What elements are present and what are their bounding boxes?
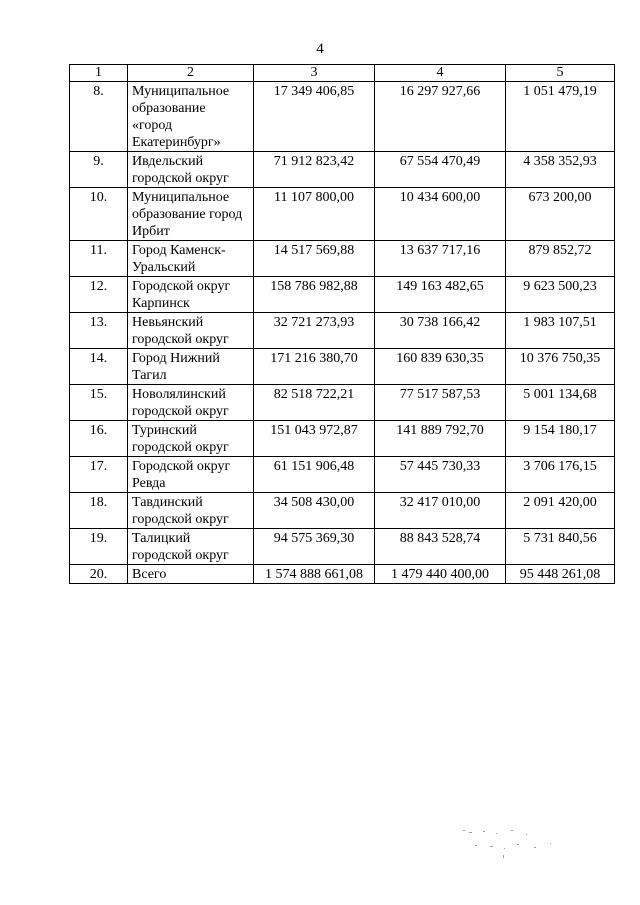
table-row (70, 277, 615, 313)
municipality-name-cell: Невьянский городской округ (128, 313, 254, 349)
column-3-value-cell: 11 107 800,00 (254, 188, 375, 241)
municipality-name-cell: Город Каменск-Уральский (128, 241, 254, 277)
municipality-name-cell: Город Нижний Тагил (128, 349, 254, 385)
column-5-value-cell: 2 091 420,00 (506, 493, 615, 529)
row-number-cell: 14. (70, 349, 128, 385)
row-number-cell: 8. (70, 82, 128, 152)
table-row (70, 188, 615, 241)
table-row (70, 313, 615, 349)
table-row (70, 152, 615, 188)
table-row (70, 529, 615, 565)
municipality-name-cell: Городской округ Ревда (128, 457, 254, 493)
row-number-cell: 20. (70, 565, 128, 584)
column-number-row (70, 65, 615, 82)
column-number-1: 1 (70, 65, 128, 82)
column-4-value-cell: 16 297 927,66 (375, 82, 506, 152)
column-3-value-cell: 14 517 569,88 (254, 241, 375, 277)
row-number-cell: 18. (70, 493, 128, 529)
scan-artifact (455, 826, 575, 866)
column-4-value-cell: 10 434 600,00 (375, 188, 506, 241)
column-3-value-cell: 1 574 888 661,08 (254, 565, 375, 584)
column-4-value-cell: 77 517 587,53 (375, 385, 506, 421)
page-number: 4 (316, 41, 324, 57)
municipality-name-cell: Новолялинский городской округ (128, 385, 254, 421)
row-number-cell: 12. (70, 277, 128, 313)
municipality-name-cell: Муниципальное образование город Ирбит (128, 188, 254, 241)
table-row (70, 457, 615, 493)
column-3-value-cell: 71 912 823,42 (254, 152, 375, 188)
municipality-name-cell: Всего (128, 565, 254, 584)
column-5-value-cell: 5 731 840,56 (506, 529, 615, 565)
column-5-value-cell: 3 706 176,15 (506, 457, 615, 493)
column-number-3: 3 (254, 65, 375, 82)
column-number-4: 4 (375, 65, 506, 82)
column-3-value-cell: 171 216 380,70 (254, 349, 375, 385)
table-row (70, 493, 615, 529)
column-5-value-cell: 9 623 500,23 (506, 277, 615, 313)
column-5-value-cell: 4 358 352,93 (506, 152, 615, 188)
column-5-value-cell: 95 448 261,08 (506, 565, 615, 584)
column-5-value-cell: 1 983 107,51 (506, 313, 615, 349)
municipality-name-cell: Талицкий городской округ (128, 529, 254, 565)
column-4-value-cell: 160 839 630,35 (375, 349, 506, 385)
column-5-value-cell: 673 200,00 (506, 188, 615, 241)
column-4-value-cell: 57 445 730,33 (375, 457, 506, 493)
column-3-value-cell: 94 575 369,30 (254, 529, 375, 565)
column-4-value-cell: 13 637 717,16 (375, 241, 506, 277)
column-3-value-cell: 158 786 982,88 (254, 277, 375, 313)
row-number-cell: 16. (70, 421, 128, 457)
table-row (70, 421, 615, 457)
row-number-cell: 11. (70, 241, 128, 277)
row-number-cell: 15. (70, 385, 128, 421)
row-number-cell: 19. (70, 529, 128, 565)
column-3-value-cell: 32 721 273,93 (254, 313, 375, 349)
column-4-value-cell: 141 889 792,70 (375, 421, 506, 457)
table-row (70, 565, 615, 584)
row-number-cell: 10. (70, 188, 128, 241)
table-row (70, 385, 615, 421)
row-number-cell: 17. (70, 457, 128, 493)
municipality-name-cell: Муниципальное образование «город Екатеринбург» (128, 82, 254, 152)
column-4-value-cell: 149 163 482,65 (375, 277, 506, 313)
column-4-value-cell: 67 554 470,49 (375, 152, 506, 188)
column-4-value-cell: 32 417 010,00 (375, 493, 506, 529)
municipality-name-cell: Ивдельский городской округ (128, 152, 254, 188)
column-5-value-cell: 9 154 180,17 (506, 421, 615, 457)
municipality-name-cell: Туринский городской округ (128, 421, 254, 457)
column-number-5: 5 (506, 65, 615, 82)
column-4-value-cell: 1 479 440 400,00 (375, 565, 506, 584)
column-3-value-cell: 17 349 406,85 (254, 82, 375, 152)
column-5-value-cell: 10 376 750,35 (506, 349, 615, 385)
row-number-cell: 13. (70, 313, 128, 349)
column-3-value-cell: 34 508 430,00 (254, 493, 375, 529)
municipality-name-cell: Тавдинский городской округ (128, 493, 254, 529)
column-5-value-cell: 879 852,72 (506, 241, 615, 277)
column-5-value-cell: 1 051 479,19 (506, 82, 615, 152)
column-3-value-cell: 61 151 906,48 (254, 457, 375, 493)
table-row (70, 241, 615, 277)
table-row (70, 82, 615, 152)
municipality-name-cell: Городской округ Карпинск (128, 277, 254, 313)
column-3-value-cell: 82 518 722,21 (254, 385, 375, 421)
column-4-value-cell: 30 738 166,42 (375, 313, 506, 349)
budget-table (69, 64, 615, 584)
column-3-value-cell: 151 043 972,87 (254, 421, 375, 457)
column-number-2: 2 (128, 65, 254, 82)
row-number-cell: 9. (70, 152, 128, 188)
column-5-value-cell: 5 001 134,68 (506, 385, 615, 421)
table-row (70, 349, 615, 385)
column-4-value-cell: 88 843 528,74 (375, 529, 506, 565)
